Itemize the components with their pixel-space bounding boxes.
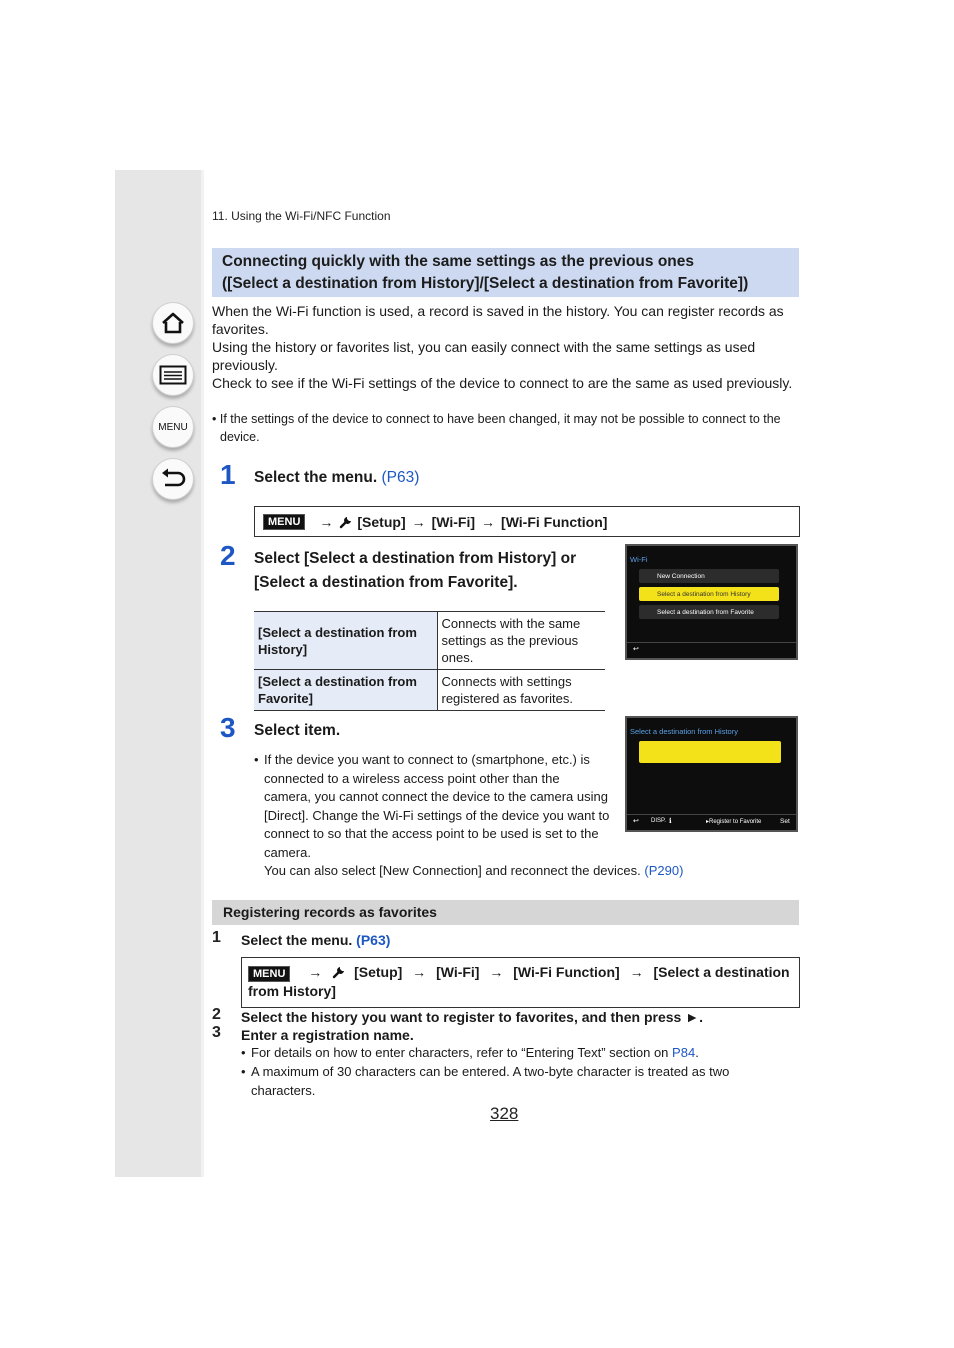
- step-3-bullet: • If the device you want to connect to (smartphone, etc.) is connected to a wireless access point other than the camera, you cannot connect the device to the camera using [Direct]. Change the Wi-Fi settings of the device you want to connect to so that the access point to be used is set to the camera.: [254, 752, 610, 860]
- sidebar-edge: [201, 170, 204, 1177]
- arrow: →: [629, 964, 644, 980]
- screen-row-new-connection: New Connection: [639, 569, 779, 583]
- step-2-title: Select [Select a destination from History] or [Select a destination from Favorite].: [254, 550, 577, 591]
- wrench-icon: [339, 515, 353, 529]
- step-1-menu-path: [254, 506, 800, 537]
- back-arrow-icon: [159, 467, 187, 491]
- screen-footer: [627, 642, 796, 658]
- intro-note: • If the settings of the device to connect to have been changed, it may not be possible to connect to the device.: [212, 412, 781, 444]
- menu-button[interactable]: [152, 406, 194, 448]
- p290-link[interactable]: (P290): [644, 863, 684, 878]
- screen-title: Wi-Fi: [630, 555, 648, 564]
- step-1-text: Select the menu.: [254, 469, 378, 486]
- arrow: →: [481, 513, 496, 530]
- fav-step-2-number: 2: [212, 1006, 221, 1023]
- screen-footer: [627, 814, 796, 830]
- fav-menu-path: [241, 957, 800, 1008]
- step-3-number: 3: [220, 712, 236, 743]
- page-number: 328: [490, 1104, 519, 1123]
- table-key: [Select a destination from History]: [254, 612, 437, 670]
- screen-back-icon: ↩: [633, 818, 639, 825]
- screen-register-label: ▸Register to Favorite: [706, 819, 762, 825]
- bullet-dot: •: [241, 1045, 246, 1060]
- arrow: →: [319, 513, 334, 530]
- step-2-number: 2: [220, 540, 236, 571]
- favorites-header: Registering records as favorites: [212, 900, 799, 925]
- info-icon: ℹ: [669, 818, 672, 825]
- table-row: [254, 612, 605, 670]
- table-value: Connects with the same settings as the previous ones.: [437, 612, 605, 670]
- menu-badge: MENU: [248, 966, 290, 982]
- screen-row-favorite: Select a destination from Favorite: [639, 605, 779, 619]
- home-icon: [160, 311, 186, 335]
- fav-step-1-number: 1: [212, 929, 221, 946]
- path-wifi: [Wi-Fi]: [436, 964, 480, 980]
- screen-back-icon: ↩: [633, 646, 639, 653]
- section-header: [212, 248, 799, 297]
- arrow: →: [489, 964, 504, 980]
- intro-paragraph-3: Check to see if the Wi-Fi settings of the device to connect to are the same as used previously.: [212, 375, 793, 391]
- fav-step-1-text: Select the menu. (P63): [241, 932, 391, 948]
- path-select-history: [Select a destination from History]: [248, 964, 790, 999]
- fav-step-3-number: 3: [212, 1024, 221, 1041]
- arrow: →: [411, 513, 426, 530]
- table-value: Connects with settings registered as favorites.: [437, 670, 605, 711]
- p84-link[interactable]: P84: [672, 1045, 696, 1060]
- camera-screen-wifi-menu: [625, 544, 798, 660]
- menu-icon: MENU: [158, 421, 188, 433]
- chapter-title: 11. Using the Wi-Fi/NFC Function: [212, 209, 391, 223]
- destination-table: [254, 611, 605, 711]
- home-button[interactable]: [152, 302, 194, 344]
- screen-set-label: Set: [780, 818, 790, 825]
- step-3-title: Select item.: [254, 722, 341, 739]
- path-wifi: [Wi-Fi]: [431, 513, 476, 530]
- screen-disp-label: DISP.: [651, 818, 666, 824]
- back-button[interactable]: [152, 458, 194, 500]
- fav-step-2-text: Select the history you want to register to favorites, and then press ►.: [241, 1009, 703, 1025]
- fav-bullet-2: • A maximum of 30 characters can be entered. A two-byte character is treated as two characters.: [241, 1064, 730, 1098]
- section-title-line2: ([Select a destination from History]/[Select a destination from Favorite]): [222, 275, 749, 292]
- intro-paragraph-1: When the Wi-Fi function is used, a record is saved in the history. You can register records as favorites.: [212, 303, 784, 337]
- menu-badge: MENU: [263, 514, 305, 530]
- fav-bullet-1: • For details on how to enter characters, refer to “Entering Text” section on P84.: [241, 1044, 800, 1063]
- arrow: →: [412, 964, 427, 980]
- path-setup: [Setup]: [357, 513, 406, 530]
- path-wifi-function: [Wi-Fi Function]: [501, 513, 608, 530]
- bullet-dot: •: [254, 752, 259, 767]
- table-key: [Select a destination from Favorite]: [254, 670, 437, 711]
- screen-row-history: Select a destination from History: [639, 587, 779, 601]
- arrow: →: [308, 964, 323, 980]
- toc-button[interactable]: [152, 354, 194, 396]
- step-1-number: 1: [220, 459, 236, 490]
- camera-screen-history: [625, 716, 798, 832]
- bullet-dot: •: [241, 1064, 246, 1079]
- intro-paragraph-2: Using the history or favorites list, you can easily connect with the same settings as used previously.: [212, 339, 756, 373]
- section-title-line1: Connecting quickly with the same settings as the previous ones: [222, 253, 694, 270]
- path-setup: [Setup]: [354, 964, 403, 980]
- intro-text: [212, 302, 800, 392]
- history-record: [639, 741, 781, 763]
- wrench-icon: [332, 965, 346, 979]
- step-3-extra: You can also select [New Connection] and reconnect the devices. (P290): [264, 863, 684, 878]
- list-icon: [159, 365, 187, 385]
- fav-p63-link[interactable]: (P63): [356, 932, 391, 948]
- step-1-link[interactable]: (P63): [381, 469, 420, 486]
- fav-step-3-text: Enter a registration name.: [241, 1027, 414, 1043]
- screen-title: Select a destination from History: [630, 727, 738, 736]
- step-1-title: [254, 466, 419, 490]
- table-row: [254, 670, 605, 711]
- path-wifi-function: [Wi-Fi Function]: [513, 964, 620, 980]
